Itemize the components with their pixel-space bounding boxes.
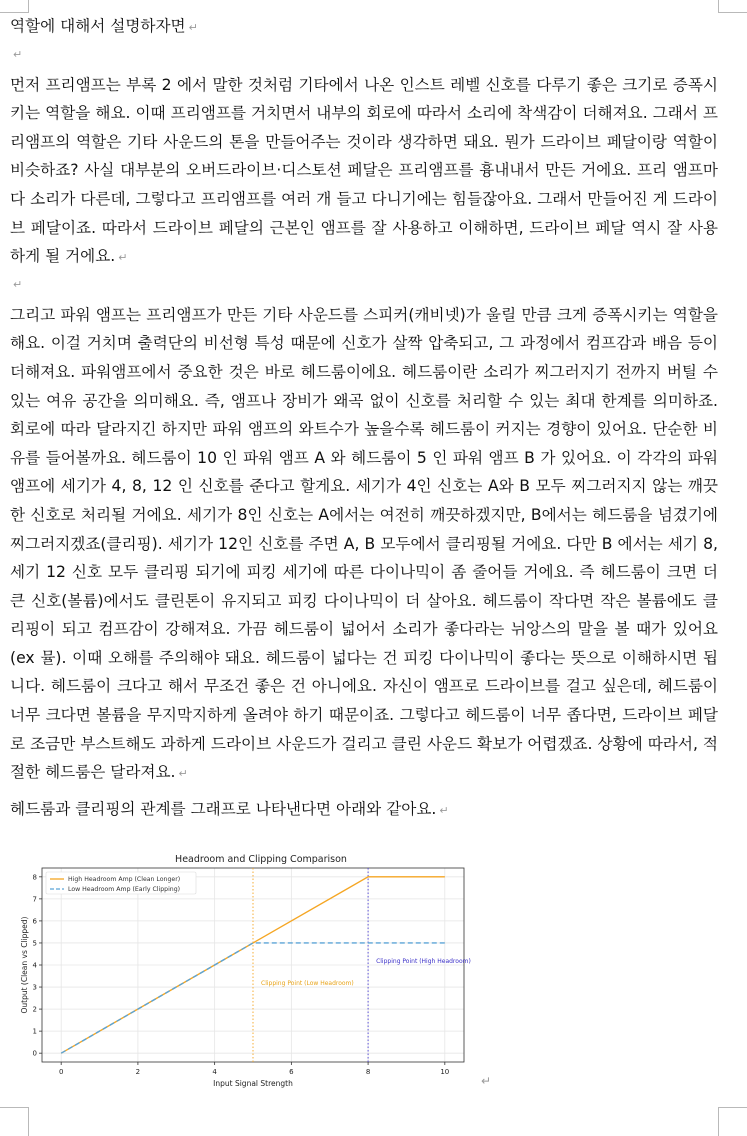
page-corner-mark <box>718 1107 747 1136</box>
y-tick-label: 3 <box>33 984 37 992</box>
clipping-point-label: Clipping Point (Low Headroom) <box>261 980 354 987</box>
x-tick-label: 0 <box>59 1068 63 1076</box>
paragraph-mark: ↵ <box>118 251 127 264</box>
y-tick-label: 8 <box>33 873 37 881</box>
y-tick-label: 4 <box>33 962 38 970</box>
legend-label: High Headroom Amp (Clean Longer) <box>68 876 180 883</box>
section-heading: 역할에 대해서 설명하자면 ↵ <box>10 12 718 43</box>
legend-label: Low Headroom Amp (Early Clipping) <box>68 886 180 893</box>
empty-paragraph <box>10 273 718 301</box>
x-tick-label: 6 <box>289 1068 294 1076</box>
paragraph-mark: ↵ <box>481 1074 491 1088</box>
clipping-point-label: Clipping Point (High Headroom) <box>376 958 471 965</box>
headroom-chart <box>18 850 488 1090</box>
y-tick-label: 7 <box>33 895 37 903</box>
paragraph-mark: ↵ <box>189 21 198 34</box>
paragraph-mark: ↵ <box>439 804 448 817</box>
x-tick-label: 8 <box>366 1068 370 1076</box>
paragraph-preamp: 먼저 프리앰프는 부록 2 에서 말한 것처럼 기타에서 나온 인스트 레벨 신호를 다루기 좋은 크기로 증폭시키는 역할을 해요. 이때 프리앰프를 거치면서 내부의 회로에 따라서 소리에 착색감이 더해져요. 그래서 프리앰프의 역할은 기타 사운드의 톤을 만들어주는 것이라 생각하면 돼요. 뭔가 드라이브 페달이랑 역할이 비슷하죠? 사실 대부분의 오버드라이브·디스토션 페달은 프리앰프를 흉내내서 만든 거에요. 프리 앰프마다 소리가 다른데, 그렇다고 프리앰프를 여러 개 들고 다니기에는 힘들잖아요. 그래서 만들어진 게 드라이브 페달이죠. 따라서 드라이브 페달의 근본인 앰프를 잘 사용하고 이해하면, 드라이브 페달 역시 잘 사용하게 될 거에요. ↵ <box>10 71 718 273</box>
x-tick-label: 10 <box>440 1068 449 1076</box>
page-corner-mark <box>718 0 747 13</box>
x-axis-label: Input Signal Strength <box>213 1079 293 1088</box>
page-corner-mark <box>0 1107 29 1136</box>
chart-title: Headroom and Clipping Comparison <box>175 854 347 865</box>
empty-paragraph <box>10 43 718 71</box>
x-tick-label: 2 <box>136 1068 140 1076</box>
y-tick-label: 2 <box>33 1006 37 1014</box>
chart-svg <box>18 850 488 1090</box>
y-axis-label: Output (Clean vs Clipped) <box>20 916 29 1013</box>
paragraph-mark: ↵ <box>179 767 188 780</box>
document-body <box>10 12 718 825</box>
paragraph-mark: ↵ <box>13 48 22 61</box>
chart-caption: 헤드룸과 클리핑의 관계를 그래프로 나타낸다면 아래와 같아요. ↵ <box>10 795 718 826</box>
y-tick-label: 0 <box>33 1050 37 1058</box>
paragraph-poweramp: 그리고 파워 앰프는 프리앰프가 만든 기타 사운드를 스피커(캐비넷)가 울릴 만큼 크게 증폭시키는 역할을 해요. 이걸 거치며 출력단의 비선형 특성 때문에 신호가 살짝 압축되고, 그 과정에서 컴프감과 배음 등이 더해져요. 파워앰프에서 중요한 것은 바로 헤드룸이에요. 헤드룸이란 소리가 찌그러지기 전까지 버틸 수 있는 여유 공간을 의미해요. 즉, 앰프나 장비가 왜곡 없이 신호를 처리할 수 있는 최대 한계를 의미하죠. 회로에 따라 달라지긴 하지만 파워 앰프의 와트수가 높을수록 헤드룸이 커지는 경향이 있어요. 단순한 비유를 들어볼까요. 헤드룸이 10 인 파워 앰프 A 와 헤드룸이 5 인 파워 앰프 B 가 있어요. 이 각각의 파워 앰프에 세기가 4, 8, 12 인 신호를 준다고 할게요. 세기가 4인 신호는 A와 B 모두 찌그러지지 않는 깨끗한 신호로 처리될 거에요. 세기가 8인 신호는 A에서는 여전히 깨끗하겠지만, B에서는 헤드룸을 넘겼기에 찌그러지겠죠(클리핑). 세기가 12인 신호를 주면 A, B 모두에서 클리핑될 거에요. 다만 B 에서는 세기 8, 세기 12 신호 모두 클리핑 되기에 피킹 세기에 따른 다이나믹이 좀 줄어들 거에요. 즉 헤드룸이 크면 더 큰 신호(볼륨)에서도 클린톤이 유지되고 피킹 다이나믹이 더 살아요. 헤드룸이 작다면 작은 볼륨에도 클리핑이 되고 컴프감이 강해져요. 가끔 헤드룸이 넓어서 소리가 좋다라는 뉘앙스의 말을 볼 때가 있어요(ex 뮬). 이때 오해를 주의해야 돼요. 헤드룸이 넓다는 건 피킹 다이나믹이 좋다는 뜻으로 이해하시면 됩니다. 헤드룸이 크다고 해서 무조건 좋은 건 아니에요. 자신이 앰프로 드라이브를 걸고 싶은데, 헤드룸이 너무 크다면 볼륨을 무지막지하게 올려야 하기 때문이죠. 그렇다고 헤드룸이 너무 좁다면, 드라이브 페달로 조금만 부스트해도 과하게 드라이브 사운드가 걸리고 클린 사운드 확보가 어렵겠죠. 상황에 따라서, 적절한 헤드룸은 달라져요. ↵ <box>10 301 718 789</box>
x-tick-label: 4 <box>212 1068 217 1076</box>
y-tick-label: 6 <box>33 917 38 925</box>
paragraph-mark: ↵ <box>13 278 22 291</box>
y-tick-label: 1 <box>33 1028 37 1036</box>
y-tick-label: 5 <box>33 939 37 947</box>
